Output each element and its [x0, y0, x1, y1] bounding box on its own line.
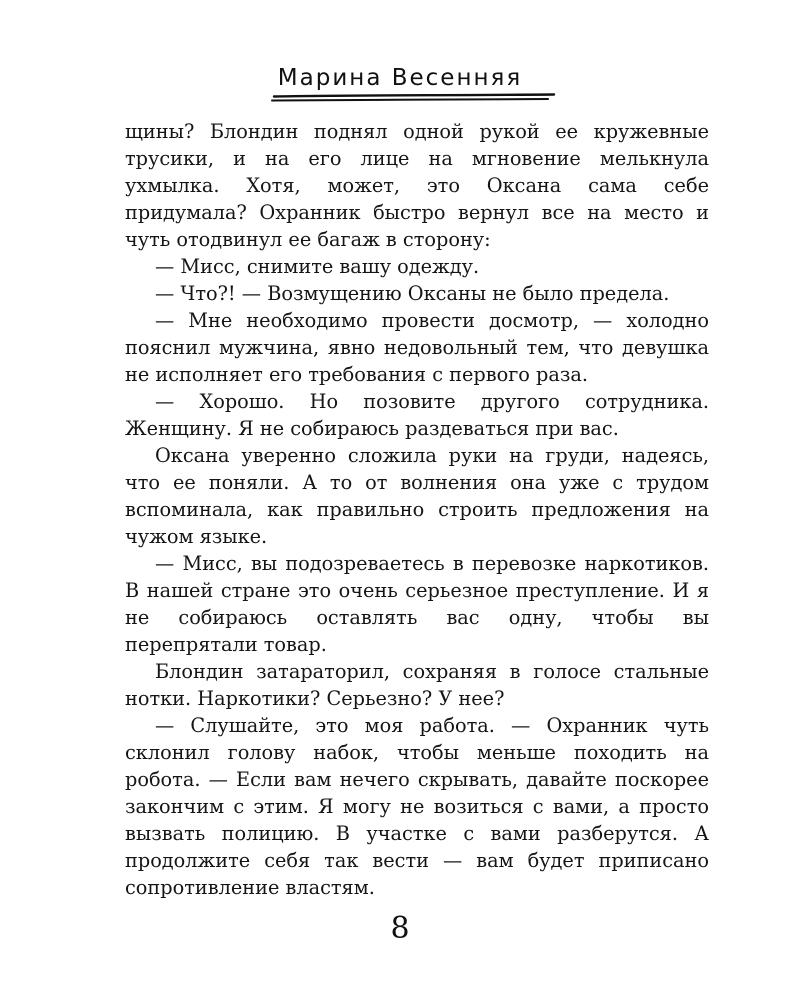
paragraph: — Мисс, вы подозреваетесь в перевозке наркотиков. В нашей стране это очень серьезное преступление. И я не собираюсь оставлять вас одну, чтобы вы перепрятали товар. [125, 552, 709, 656]
header-rule-decoration [268, 92, 558, 106]
paragraph: — Слушайте, это моя работа. — Охранник чуть склонил голову набок, чтобы меньше походить на робота. — Если вам нечего скрывать, давайте поскорее закончим с этим. Я могу не возиться с вами, а просто вызвать полицию. В участке с вами разберутся. А продолжите себя так вести — вам будет приписано сопротивление властям. [125, 714, 709, 899]
paragraph: Блондин затараторил, сохраняя в голосе стальные нотки. Наркотики? Серьезно? У нее? [125, 660, 709, 710]
paragraph: — Что?! — Возмущению Оксаны не было предела. [155, 282, 670, 305]
paragraph: щины? Блондин поднял одной рукой ее кружевные трусики, и на его лице на мгновение мелькнула ухмылка. Хотя, может, это Оксана сама себе придумала? Охранник быстро вернул все на место и чуть отодвинул ее багаж в сторону: [125, 120, 709, 251]
paragraph: — Хорошо. Но позовите другого сотрудника. Женщину. Я не собираюсь раздеваться при вас. [125, 390, 709, 440]
paragraph: — Мисс, снимите вашу одежду. [155, 255, 480, 278]
page-number: 8 [390, 911, 410, 946]
paragraph: Оксана уверенно сложила руки на груди, надеясь, что ее поняли. А то от волнения она уже с трудом вспоминала, как правильно строить предложения на чужом языке. [125, 444, 709, 548]
body-text [125, 118, 709, 901]
paragraph: — Мне необходимо провести досмотр, — холодно пояснил мужчина, явно недовольный тем, что девушка не исполняет его требования с первого раза. [125, 309, 709, 386]
running-head-author: Марина Весенняя [277, 65, 523, 91]
